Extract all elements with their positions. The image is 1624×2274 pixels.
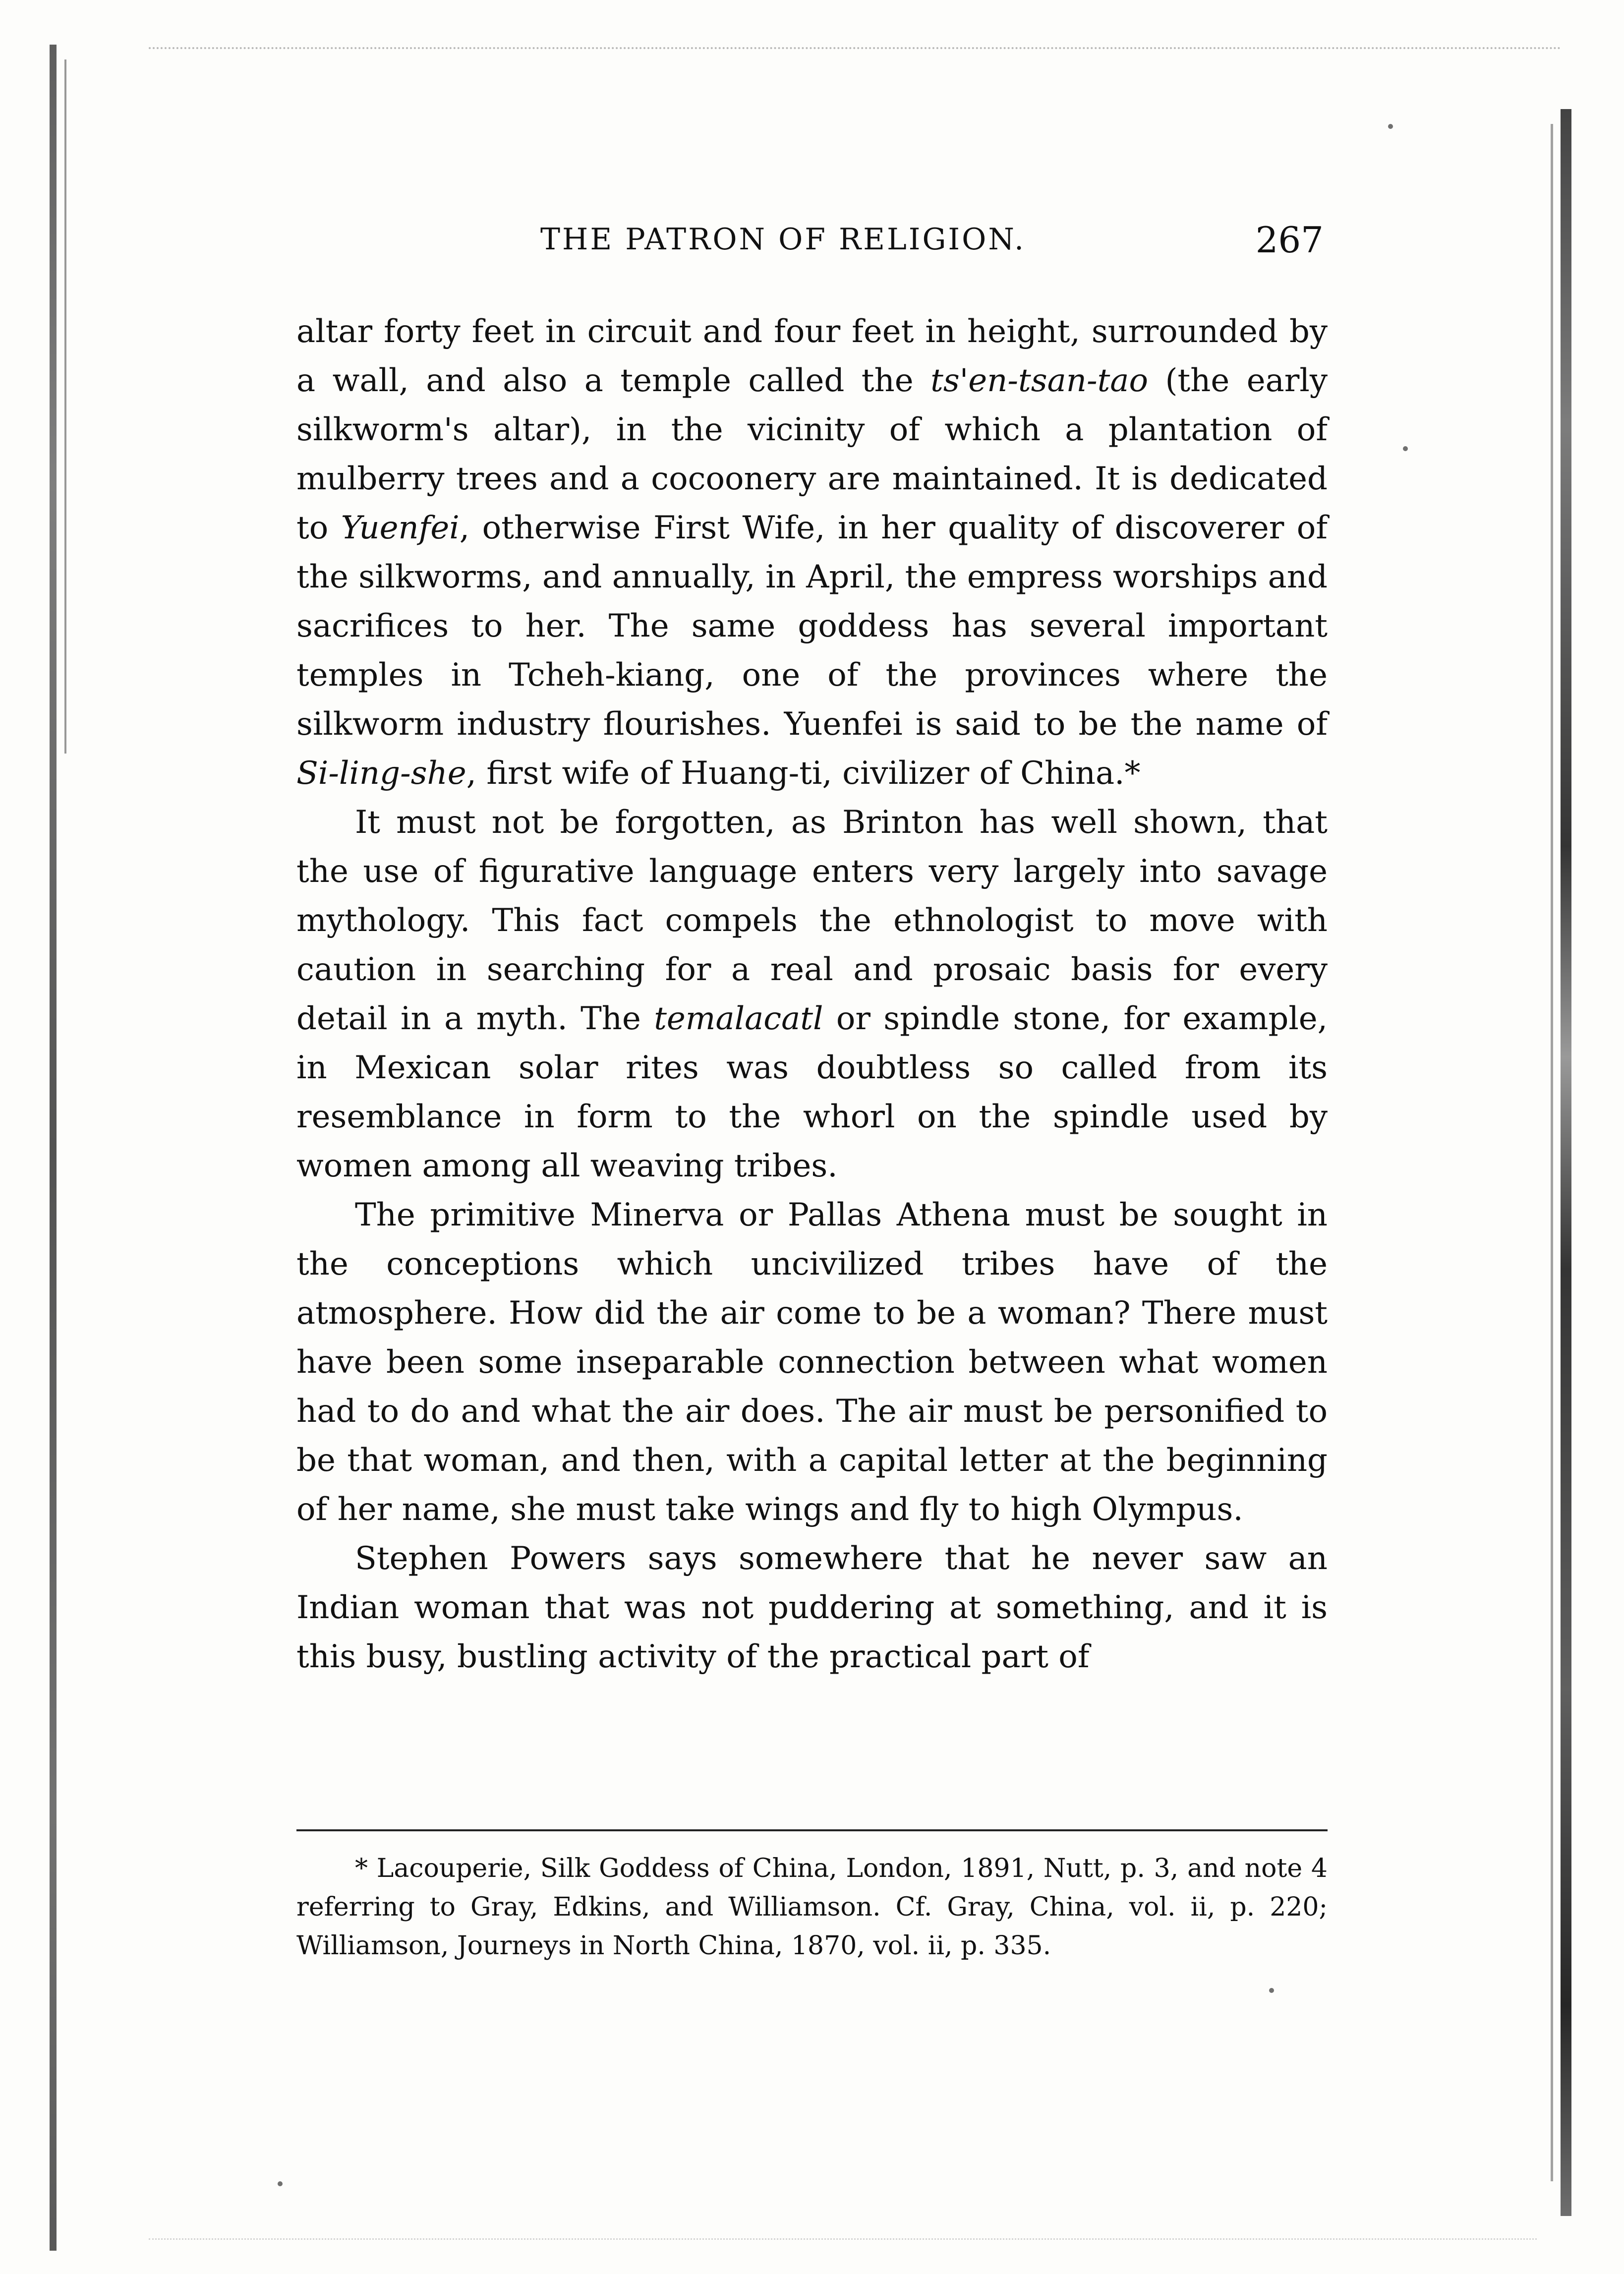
scan-edge-left-line: [64, 59, 66, 754]
scan-speck: [1403, 446, 1408, 451]
footnote: * Lacouperie, Silk Goddess of China, London, 1891, Nutt, p. 3, and note 4 referring to Gray, Edkins, and Williamson. Cf. Gray, China, vol. ii, p. 220; Williamson, Journeys in North China, 1870, vol. ii, p. 335.: [296, 1854, 1328, 1961]
text-run: Stephen Powers says somewhere that he never saw an Indian woman that was not puddering at something, and it is this busy, bustling activity of the practical part of: [296, 1540, 1328, 1675]
scan-speck: [278, 2181, 283, 2186]
footnote-rule: [296, 1829, 1328, 1831]
italic-term: temalacatl: [654, 1000, 823, 1037]
italic-term: Si-ling-she: [296, 755, 466, 792]
scan-edge-right-line: [1551, 124, 1553, 2181]
italic-term: ts'en-tsan-tao: [930, 362, 1148, 399]
body-text: [296, 307, 1328, 1682]
scan-bottom-noise: [149, 2238, 1537, 2241]
italic-term: Yuenfei: [341, 510, 460, 546]
paragraph: [296, 798, 1328, 1191]
running-title: THE PATRON OF RELIGION.: [540, 222, 1026, 257]
text-run: altar forty feet in circuit and four feet in height, surrounded by a wall, and also a temple called the: [296, 313, 1328, 399]
text-run: , otherwise First Wife, in her quality of discoverer of the silkworms, and annually, in April, the empress worships and sacrifices to her. The same goddess has several important temples in Tcheh-kiang, one of the provinces where the silkworm industry flourishes. Yuenfei is said to be the name of: [296, 510, 1328, 743]
text-run: It must not be forgotten, as Brinton has well shown, that the use of figurative language enters very largely into savage mythology. This fact compels the ethnologist to move with caution in searching for a real and prosaic basis for every detail in a myth. The: [296, 804, 1328, 1037]
scan-speck: [1269, 1988, 1274, 1993]
paragraph: [296, 1191, 1328, 1534]
paragraph: [296, 1534, 1328, 1682]
text-run: , first wife of Huang-ti, civilizer of China.*: [466, 755, 1141, 792]
scan-edge-left: [50, 45, 57, 2251]
scan-edge-right: [1561, 109, 1571, 2216]
paragraph: [296, 307, 1328, 798]
scan-top-noise: [149, 47, 1562, 51]
running-header: [292, 219, 1324, 277]
scan-speck: [1388, 124, 1393, 129]
text-run: (the early silkworm's altar), in the vicinity of which a plantation of mulberry trees and a cocoonery are maintained. It is dedicated to: [296, 362, 1328, 546]
text-run: or spindle stone, for example, in Mexican solar rites was doubtless so called from its resemblance in form to the whorl on the spindle used by women among all weaving tribes.: [296, 1000, 1328, 1184]
text-run: The primitive Minerva or Pallas Athena must be sought in the conceptions which uncivilized tribes have of the atmosphere. How did the air come to be a woman? There must have been some inseparable connection between what women had to do and what the air does. The air must be personified to be that woman, and then, with a capital letter at the beginning of her name, she must take wings and fly to high Olympus.: [296, 1197, 1328, 1528]
page-number: 267: [1255, 219, 1324, 261]
